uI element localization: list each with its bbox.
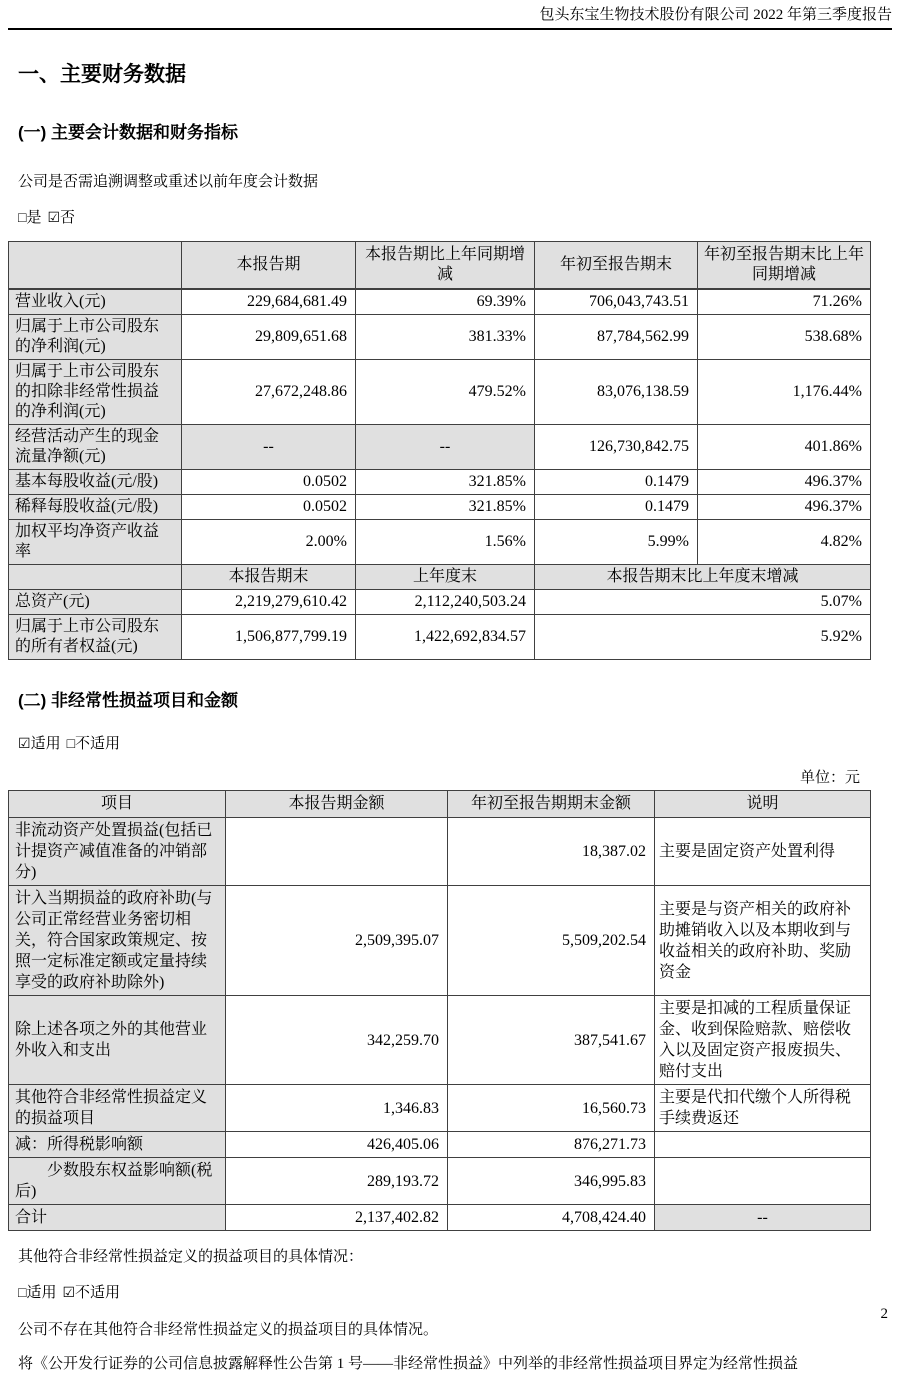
page-header [8, 6, 892, 30]
value-ytd-yoy-change: 496.37% [698, 470, 871, 495]
other-items-choice [18, 1283, 900, 1304]
value-ytd: 126,730,842.75 [535, 425, 698, 470]
table-row [9, 1132, 871, 1158]
checkbox-checked-icon: ☑ [18, 737, 31, 752]
subheader-empty [9, 565, 182, 590]
value-current-period: 27,672,248.86 [182, 360, 356, 425]
value-ytd-yoy-change: 401.86% [698, 425, 871, 470]
page-number: 2 [880, 1306, 888, 1322]
value-yoy-change: 479.52% [356, 360, 535, 425]
document-title: 包头东宝生物技术股份有限公司 2022 年第三季度报告 [539, 7, 892, 23]
row-label: 其他符合非经常性损益定义的损益项目 [9, 1085, 226, 1132]
value-explanation [655, 1132, 871, 1158]
value-current-amount: 2,509,395.07 [226, 886, 448, 996]
value-explanation [655, 1158, 871, 1205]
section-1-1-heading: (一) 主要会计数据和财务指标 [18, 123, 239, 142]
value-ytd-yoy-change: 71.26% [698, 289, 871, 315]
table-row [9, 590, 871, 615]
value-current-period: -- [182, 425, 356, 470]
value-ytd-yoy-change: 1,176.44% [698, 360, 871, 425]
choice-not-applicable-label: 不适用 [75, 736, 121, 752]
table1-header-empty [9, 242, 182, 290]
row-label: 归属于上市公司股东的净利润(元) [9, 315, 182, 360]
no-other-items-note: 公司不存在其他符合非经常性损益定义的损益项目的具体情况。 [18, 1322, 439, 1338]
value-current-amount: 289,193.72 [226, 1158, 448, 1205]
section-1-2-heading: (二) 非经常性损益项目和金额 [18, 691, 239, 710]
value-current-amount: 2,137,402.82 [226, 1205, 448, 1231]
table-row [9, 1085, 871, 1132]
restatement-question: 公司是否需追溯调整或重述以前年度会计数据 [18, 174, 319, 190]
value-ytd: 0.1479 [535, 470, 698, 495]
row-label: 基本每股收益(元/股) [9, 470, 182, 495]
value-current-period: 0.0502 [182, 470, 356, 495]
table2-header-row [9, 791, 871, 818]
applicable-choice [18, 734, 900, 755]
value-ytd: 706,043,743.51 [535, 289, 698, 315]
value-yoy-change: -- [356, 425, 535, 470]
value-ytd: 0.1479 [535, 495, 698, 520]
table1-header-row [9, 242, 871, 290]
row-label: 加权平均净资产收益率 [9, 520, 182, 565]
value-ytd: 83,076,138.59 [535, 360, 698, 425]
value-explanation: 主要是固定资产处置利得 [655, 818, 871, 886]
choice-applicable-label: 适用 [26, 1285, 57, 1301]
value-prior-year-end: 1,422,692,834.57 [356, 615, 535, 660]
value-change: 5.92% [535, 615, 871, 660]
subheader-prior-year-end: 上年度末 [356, 565, 535, 590]
table-row [9, 495, 871, 520]
value-change: 5.07% [535, 590, 871, 615]
row-label: 少数股东权益影响额(税后) [9, 1158, 226, 1205]
value-explanation: 主要是扣减的工程质量保证金、收到保险赔款、赔偿收入以及固定资产报废损失、赔付支出 [655, 996, 871, 1085]
table1-header-current-period: 本报告期 [182, 242, 356, 290]
row-label: 营业收入(元) [9, 289, 182, 315]
value-yoy-change: 321.85% [356, 470, 535, 495]
table-row [9, 289, 871, 315]
restatement-choice [18, 208, 900, 229]
choice-no-label: 否 [60, 210, 76, 226]
recurring-definition-note: 将《公开发行证券的公司信息披露解释性公告第 1 号——非经常性损益》中列举的非经常性损益项目界定为经常性损益 [18, 1356, 799, 1372]
row-label: 归属于上市公司股东的所有者权益(元) [9, 615, 182, 660]
table-total-row [9, 1205, 871, 1231]
non-recurring-items-table [8, 790, 871, 1231]
unit-note: 单位：元 [799, 770, 860, 786]
value-ytd-amount: 5,509,202.54 [448, 886, 655, 996]
value-ytd-amount: 876,271.73 [448, 1132, 655, 1158]
value-current-period: 0.0502 [182, 495, 356, 520]
value-explanation: 主要是代扣代缴个人所得税手续费返还 [655, 1085, 871, 1132]
key-financial-data-table [8, 241, 871, 660]
value-yoy-change: 69.39% [356, 289, 535, 315]
value-ytd-yoy-change: 4.82% [698, 520, 871, 565]
table2-header-current-amount: 本报告期金额 [226, 791, 448, 818]
table-row [9, 315, 871, 360]
table-row [9, 615, 871, 660]
row-label: 稀释每股收益(元/股) [9, 495, 182, 520]
value-current-amount: 1,346.83 [226, 1085, 448, 1132]
table-row [9, 818, 871, 886]
value-yoy-change: 1.56% [356, 520, 535, 565]
value-prior-year-end: 2,112,240,503.24 [356, 590, 535, 615]
table-row [9, 425, 871, 470]
subheader-period-end: 本报告期末 [182, 565, 356, 590]
value-period-end: 2,219,279,610.42 [182, 590, 356, 615]
value-current-amount: 426,405.06 [226, 1132, 448, 1158]
choice-not-applicable-label: 不适用 [75, 1285, 121, 1301]
checkbox-unchecked-icon: □ [18, 211, 27, 226]
value-ytd: 5.99% [535, 520, 698, 565]
row-label: 非流动资产处置损益(包括已计提资产减值准备的冲销部分) [9, 818, 226, 886]
table-row [9, 1158, 871, 1205]
row-label: 总资产(元) [9, 590, 182, 615]
table1-header-ytd-yoy-change: 年初至报告期末比上年同期增减 [698, 242, 871, 290]
choice-yes-label: 是 [26, 210, 42, 226]
value-yoy-change: 381.33% [356, 315, 535, 360]
row-label: 合计 [9, 1205, 226, 1231]
checkbox-checked-icon: ☑ [47, 211, 61, 226]
value-current-amount [226, 818, 448, 886]
value-current-amount: 342,259.70 [226, 996, 448, 1085]
value-ytd-amount: 16,560.73 [448, 1085, 655, 1132]
row-label: 归属于上市公司股东的扣除非经常性损益的净利润(元) [9, 360, 182, 425]
table-row [9, 360, 871, 425]
value-current-period: 2.00% [182, 520, 356, 565]
subheader-change-vs-prior-year-end: 本报告期末比上年度末增减 [535, 565, 871, 590]
choice-applicable-label: 适用 [30, 736, 61, 752]
value-explanation: 主要是与资产相关的政府补助摊销收入以及本期收到与收益相关的政府补助、奖励资金 [655, 886, 871, 996]
checkbox-checked-icon: ☑ [62, 1286, 76, 1301]
value-ytd-yoy-change: 496.37% [698, 495, 871, 520]
row-label: 计入当期损益的政府补助(与公司正常经营业务密切相关，符合国家政策规定、按照一定标准定额或定量持续享受的政府补助除外) [9, 886, 226, 996]
table-row [9, 886, 871, 996]
value-ytd-yoy-change: 538.68% [698, 315, 871, 360]
checkbox-unchecked-icon: □ [66, 737, 76, 752]
value-ytd: 87,784,562.99 [535, 315, 698, 360]
value-ytd-amount: 387,541.67 [448, 996, 655, 1085]
table1-header-ytd: 年初至报告期末 [535, 242, 698, 290]
table-row [9, 996, 871, 1085]
footnotes [0, 1247, 900, 1374]
table1-header-yoy-change: 本报告期比上年同期增减 [356, 242, 535, 290]
table2-header-ytd-amount: 年初至报告期期末金额 [448, 791, 655, 818]
value-ytd-amount: 18,387.02 [448, 818, 655, 886]
value-ytd-amount: 346,995.83 [448, 1158, 655, 1205]
value-explanation: -- [655, 1205, 871, 1231]
value-yoy-change: 321.85% [356, 495, 535, 520]
table2-header-explanation: 说明 [655, 791, 871, 818]
checkbox-unchecked-icon: □ [18, 1286, 27, 1301]
row-label: 经营活动产生的现金流量净额(元) [9, 425, 182, 470]
table2-header-item: 项目 [9, 791, 226, 818]
table-row [9, 470, 871, 495]
other-items-heading: 其他符合非经常性损益定义的损益项目的具体情况： [18, 1249, 364, 1265]
row-label: 减：所得税影响额 [9, 1132, 226, 1158]
value-ytd-amount: 4,708,424.40 [448, 1205, 655, 1231]
section-1-heading: 一、主要财务数据 [18, 63, 186, 86]
row-label: 除上述各项之外的其他营业外收入和支出 [9, 996, 226, 1085]
value-current-period: 29,809,651.68 [182, 315, 356, 360]
table1-subheader-row [9, 565, 871, 590]
value-current-period: 229,684,681.49 [182, 289, 356, 315]
value-period-end: 1,506,877,799.19 [182, 615, 356, 660]
table-row [9, 520, 871, 565]
